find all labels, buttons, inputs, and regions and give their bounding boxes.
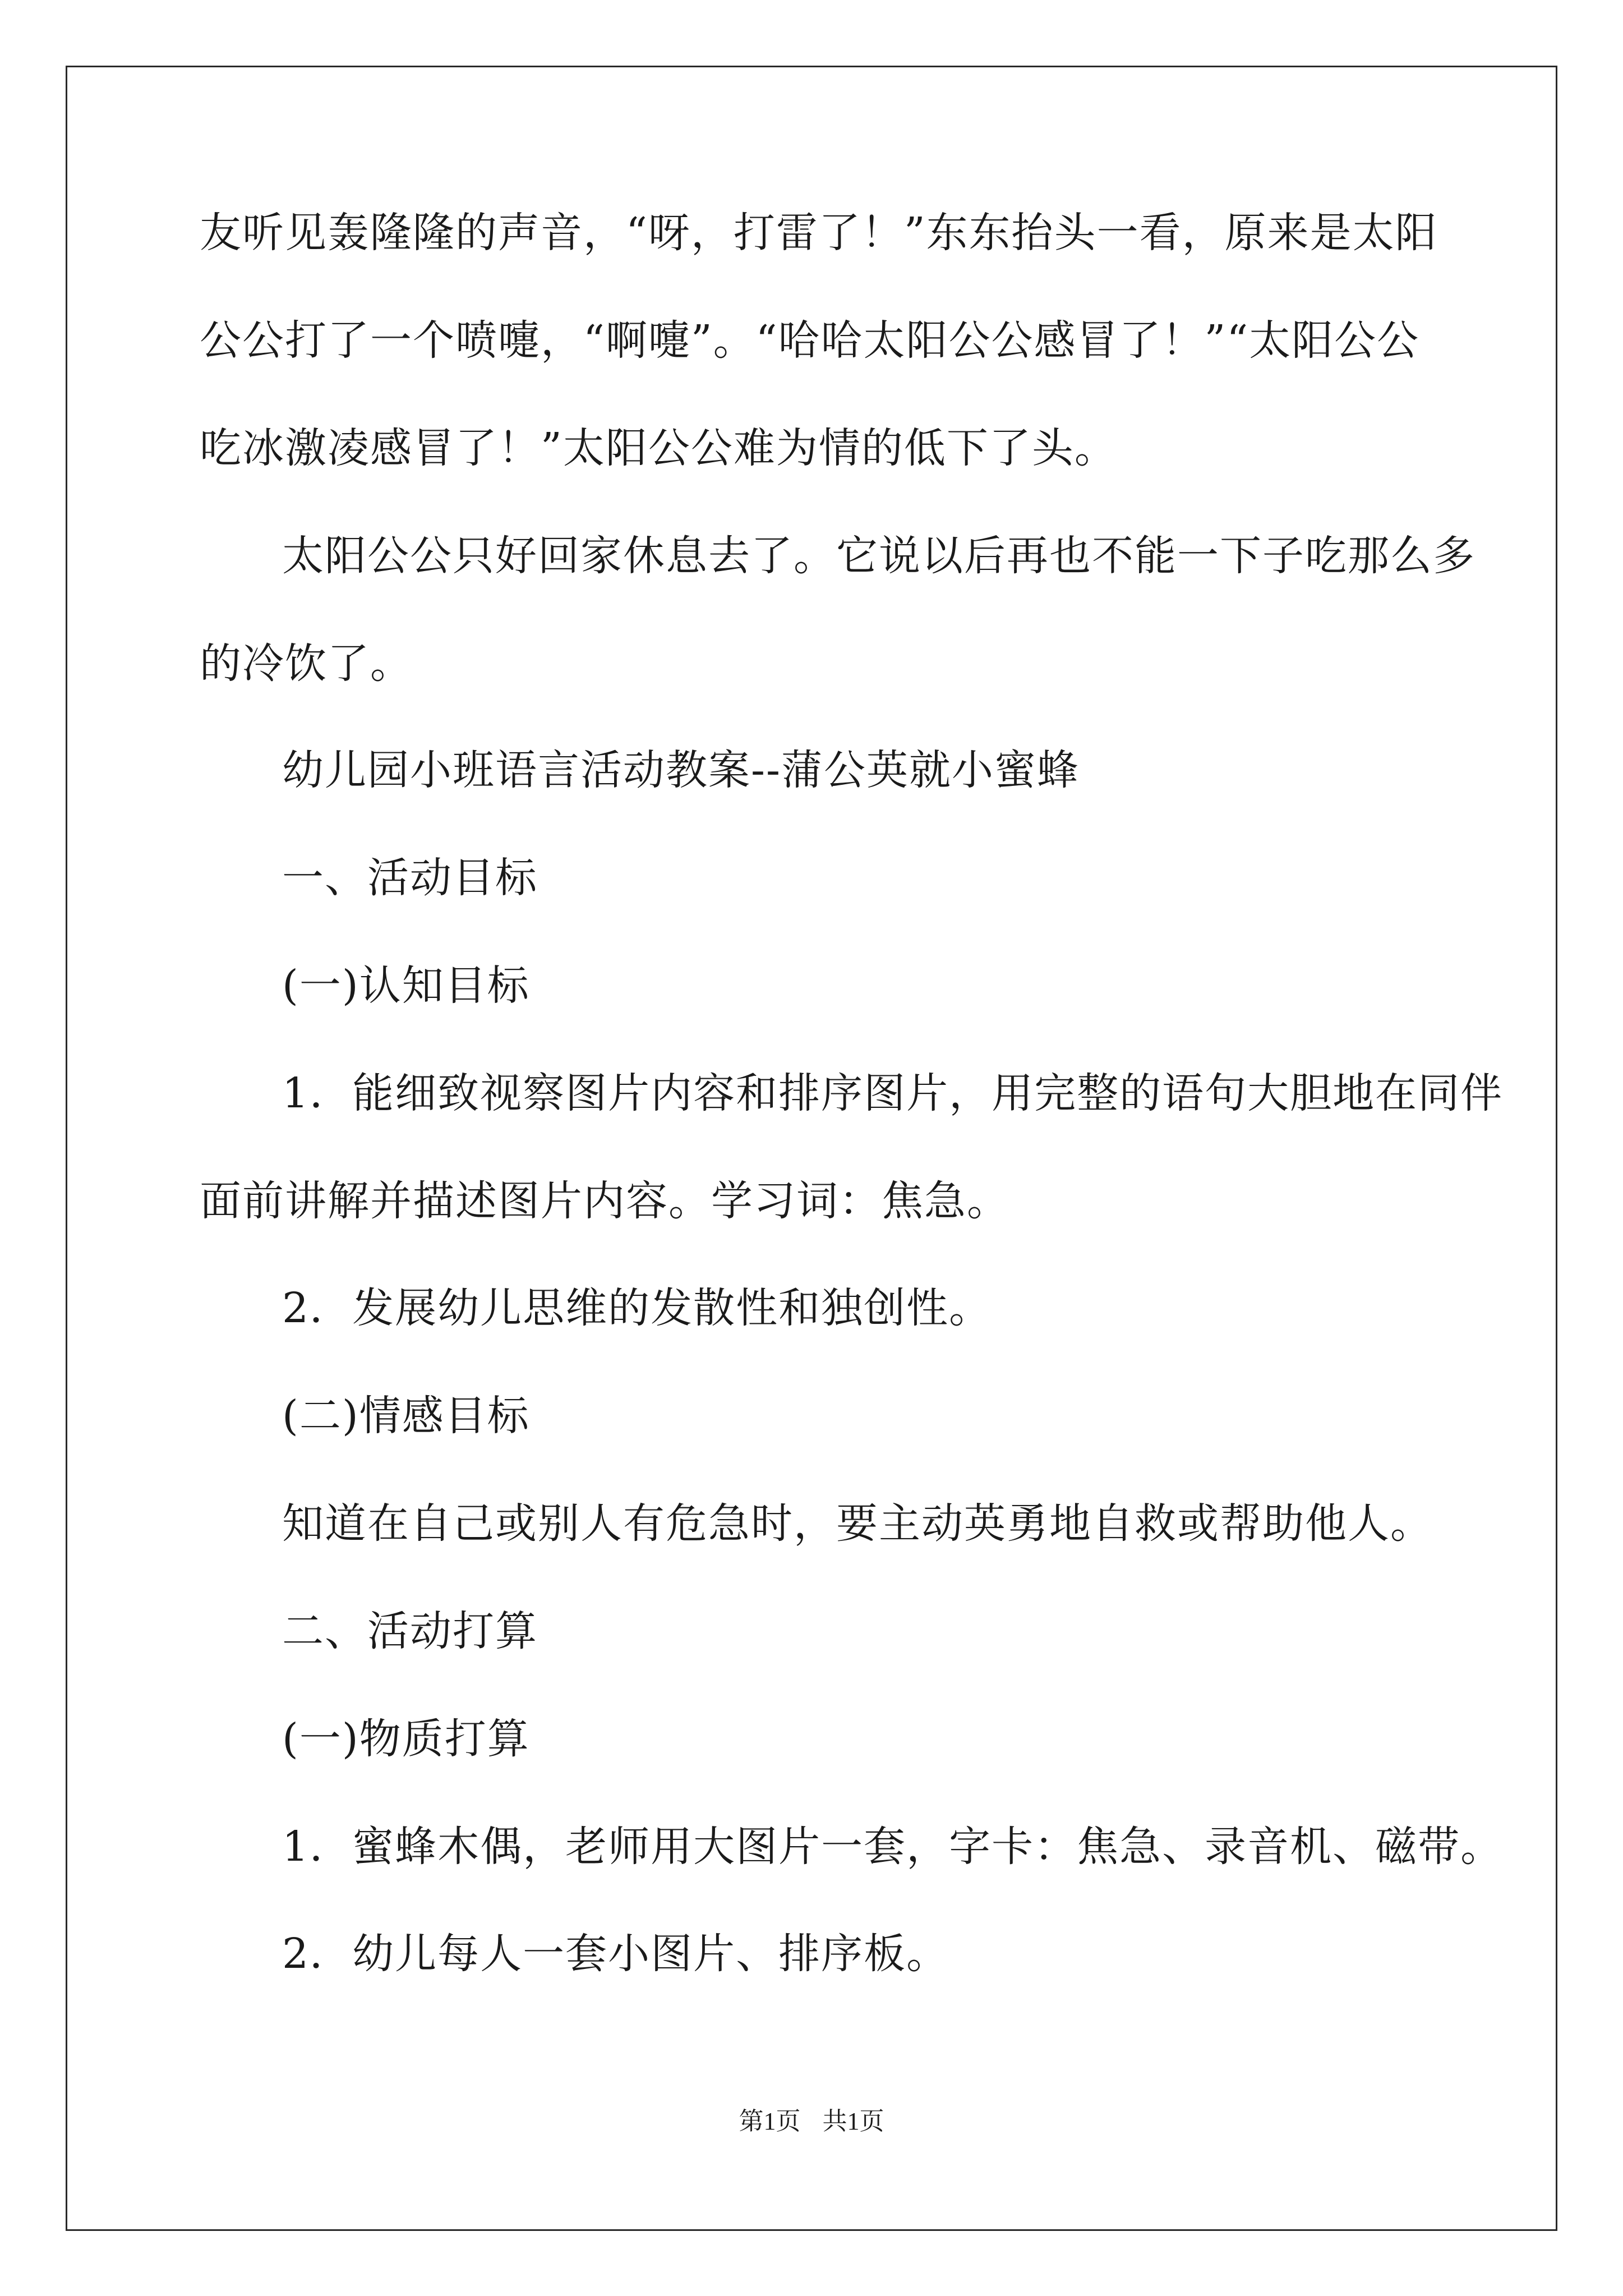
heading-level-1: 二、活动打算 — [282, 1607, 538, 1655]
section-title: 幼儿园小班语言活动教案--蒲公英就小蜜蜂 — [282, 746, 1080, 794]
page-number-current: 第1页 — [739, 2108, 801, 2135]
paragraph-line: 知道在自己或别人有危急时，要主动英勇地自救或帮助他人。 — [282, 1499, 1433, 1548]
page-border — [66, 66, 1557, 2231]
heading-level-2: (一)认知目标 — [282, 961, 530, 1010]
paragraph-line: 吃冰激凌感冒了！”太阳公公难为情的低下了头。 — [200, 424, 1117, 472]
list-item: 1．蜜蜂木偶，老师用大图片一套，字卡：焦急、录音机、磁带。 — [282, 1823, 1504, 1871]
heading-level-2: (二)情感目标 — [282, 1392, 530, 1440]
paragraph-line: 面前讲解并描述图片内容。学习词：焦急。 — [200, 1177, 1009, 1225]
list-item: 1．能细致视察图片内容和排序图片，用完整的语句大胆地在同伴 — [282, 1069, 1504, 1117]
paragraph-line: 太阳公公只好回家休息去了。它说以后再也不能一下子吃那么多 — [282, 532, 1476, 580]
page-number-total: 共1页 — [822, 2108, 884, 2135]
list-item: 2．发展幼儿思维的发散性和独创性。 — [282, 1284, 992, 1332]
paragraph-line: 友听见轰隆隆的声音，“呀，打雷了！”东东抬头一看，原来是太阳 — [200, 209, 1438, 257]
paragraph-line: 公公打了一个喷嚏，“啊嚏”。“哈哈太阳公公感冒了！”“太阳公公 — [200, 316, 1420, 365]
page-footer — [0, 2101, 1623, 2137]
paragraph-line: 的冷饮了。 — [200, 639, 413, 688]
heading-level-1: 一、活动目标 — [282, 854, 538, 902]
heading-level-2: (一)物质打算 — [282, 1715, 530, 1763]
list-item: 2．幼儿每人一套小图片、排序板。 — [282, 1930, 949, 1978]
